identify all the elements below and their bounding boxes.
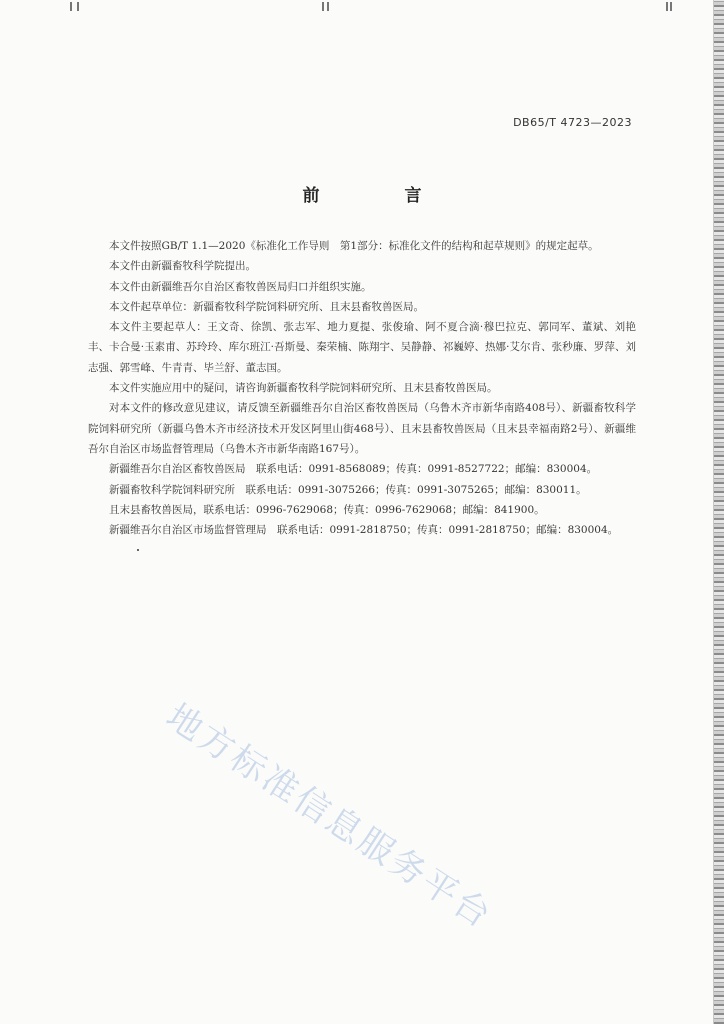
paragraph: 新疆维吾尔自治区市场监督管理局 联系电话：0991-2818750；传真：0991-2818750；邮编：830004。 [109,524,619,537]
paragraph: 新疆维吾尔自治区畜牧兽医局 联系电话：0991-8568089；传真：0991-8527722；邮编：830004。 [109,463,598,476]
scan-marks [0,0,724,18]
paragraph: 本文件按照GB/T 1.1—2020《标准化工作导则 第1部分：标准化文件的结构和起草规则》的规定起草。 [109,240,599,252]
document-code: DB65/T 4723—2023 [513,116,632,129]
scan-edge [714,0,724,1024]
paragraph: 本文件主要起草人：王文奇、徐凯、张志军、地力夏提、张俊瑜、阿不夏合滴·穆巴拉克、郭同军、董斌、刘艳丰、卡合曼·玉素甫、苏玲玲、库尔班江·吾斯曼、秦荣楠、陈翔宇、吴静静、祁巍婷、热娜·艾尔肯、张秒廉、罗萍、刘志强、郭雪峰、牛青青、毕兰舒、董志国。 [88,321,636,374]
scan-speck [137,549,139,551]
paragraph: 本文件由新疆维吾尔自治区畜牧兽医局归口并组织实施。 [109,280,372,293]
preface-body [88,236,636,540]
paragraph: 本文件由新疆畜牧科学院提出。 [109,260,256,273]
paragraph: 且末县畜牧兽医局，联系电话：0996-7629068；传真：0996-7629068；邮编：841900。 [109,503,545,516]
page-title: 前 言 [302,186,456,206]
paragraph: 本文件起草单位：新疆畜牧科学院饲料研究所、且末县畜牧兽医局。 [109,300,424,313]
paragraph: 本文件实施应用中的疑问，请咨询新疆畜牧科学院饲料研究所、且末县畜牧兽医局。 [109,382,498,395]
paragraph: 对本文件的修改意见建议，请反馈至新疆维吾尔自治区畜牧兽医局（乌鲁木齐市新华南路408号）、新疆畜牧科学院饲料研究所（新疆乌鲁木齐市经济技术开发区阿里山街468号）、且末县畜牧兽医局（且末县幸福南路2号）、新疆维吾尔自治区市场监督管理局（乌鲁木齐市新华南路167号）。 [88,402,636,455]
paragraph: 新疆畜牧科学院饲料研究所 联系电话：0991-3075266；传真：0991-3075265；邮编：830011。 [109,483,587,496]
watermark: 地方标准信息服务平台 [158,696,500,938]
